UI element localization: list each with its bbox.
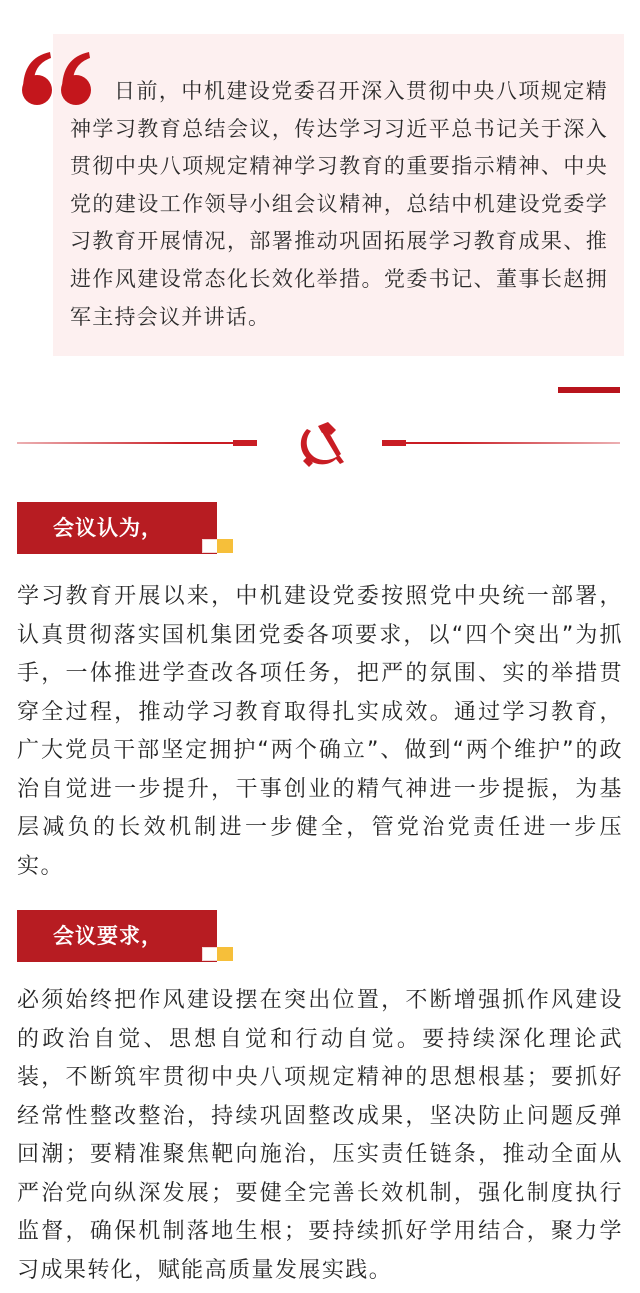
section-tag-label: 会议要求， xyxy=(53,924,163,948)
tag-decoration xyxy=(202,539,218,553)
accent-bar xyxy=(558,387,620,393)
section-tag-1 xyxy=(17,502,217,554)
section-body-1: 学习教育开展以来，中机建设党委按照党中央统一部署，认真贯彻落实国机集团党委各项要求，以“四个突出”为抓手，一体推进学查改各项任务，把严的氛围、实的举措贯穿全过程，推动学习教育取得扎实成效。通过学习教育，广大党员干部坚定拥护“两个确立”、做到“两个维护”的政治自觉进一步提升，干事创业的精气神进一步提振，为基层减负的长效机制进一步健全，管党治党责任进一步压实。 xyxy=(17,584,623,879)
section-body-2: 必须始终把作风建设摆在突出位置，不断增强抓作风建设的政治自觉、思想自觉和行动自觉。要持续深化理论武装，不断筑牢贯彻中央八项规定精神的思想根基；要抓好经常性整改整治，持续巩固整改成果，坚决防止问题反弹回潮；要精准聚焦靶向施治，压实责任链条，推动全面从严治党向纵深发展；要健全完善长效机制，强化制度执行监督，确保机制落地生根；要持续抓好学用结合，聚力学习成果转化，赋能高质量发展实践。 xyxy=(17,988,623,1283)
section-tag-label: 会议认为， xyxy=(53,516,163,540)
tag-decoration xyxy=(202,947,218,961)
section-tag-2 xyxy=(17,910,217,962)
divider-line-right xyxy=(382,442,620,444)
divider-line-left xyxy=(17,442,257,444)
tag-decoration xyxy=(217,947,233,961)
intro-paragraph: 日前，中机建设党委召开深入贯彻中央八项规定精神学习教育总结会议，传达学习习近平总书记关于深入贯彻中央八项规定精神学习教育的重要指示精神、中央党的建设工作领导小组会议精神，总结中机建设党委学习教育开展情况，部署推动巩固拓展学习教育成果、推进作风建设常态化长效化举措。党委书记、董事长赵拥军主持会议并讲话。 xyxy=(70,79,608,329)
tag-decoration xyxy=(217,539,233,553)
hammer-sickle-icon xyxy=(296,420,346,470)
